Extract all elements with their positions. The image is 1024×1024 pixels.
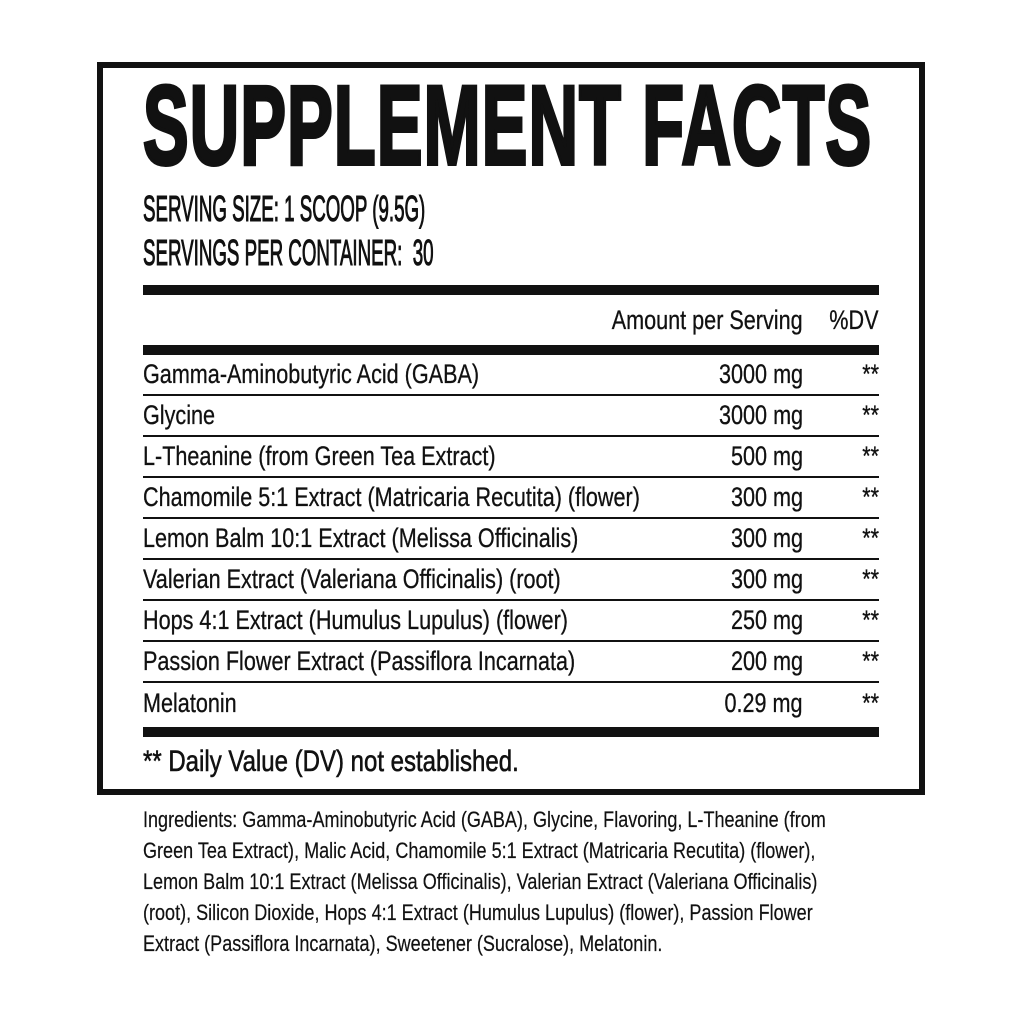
ingredient-name: Passion Flower Extract (Passiflora Incarnata): [143, 646, 576, 676]
supplement-facts-panel: [97, 62, 925, 795]
ingredient-dv: **: [862, 605, 879, 635]
ingredient-amount: 200 mg: [730, 646, 803, 676]
table-row: [143, 683, 879, 724]
ingredient-dv: **: [862, 523, 879, 553]
divider-thick-bottom: [143, 727, 879, 737]
ingredient-amount: 0.29 mg: [724, 688, 803, 718]
dv-footnote-text: ** Daily Value (DV) not established.: [143, 745, 519, 778]
ingredients-line: Ingredients: Gamma-Aminobutyric Acid (GABA), Glycine, Flavoring, L-Theanine (from: [143, 807, 826, 832]
ingredient-amount: 3000 mg: [718, 400, 803, 430]
ingredients-line: Lemon Balm 10:1 Extract (Melissa Officinalis), Valerian Extract (Valeriana Officinalis): [143, 869, 818, 894]
ingredients-line: (root), Silicon Dioxide, Hops 4:1 Extract (Humulus Lupulus) (flower), Passion Flower: [143, 900, 813, 925]
panel-title: [143, 63, 879, 188]
ingredient-amount: 500 mg: [730, 441, 803, 471]
ingredients-line: Extract (Passiflora Incarnata), Sweetener (Sucralose), Melatonin.: [143, 931, 663, 956]
amount-header-cell: [583, 301, 803, 340]
serving-size: [143, 188, 879, 229]
ingredient-name: L-Theanine (from Green Tea Extract): [143, 441, 496, 471]
ingredient-dv: **: [862, 482, 879, 512]
table-row: [143, 601, 879, 642]
ingredient-table: [143, 355, 879, 724]
ingredient-amount: 300 mg: [730, 523, 803, 553]
ingredient-dv: **: [862, 400, 879, 430]
ingredient-name: Melatonin: [143, 688, 237, 718]
servings-per-container: [143, 232, 879, 273]
ingredient-dv: **: [862, 564, 879, 594]
ingredient-name: Valerian Extract (Valeriana Officinalis) (root): [143, 564, 561, 594]
table-header-row: [143, 295, 879, 345]
serving-size-text: SERVING SIZE: 1 SCOOP (9.5G): [143, 188, 426, 229]
ingredient-amount: 300 mg: [730, 564, 803, 594]
ingredient-dv: **: [862, 646, 879, 676]
dv-header-cell: [803, 301, 879, 340]
table-row: [143, 437, 879, 478]
table-row: [143, 396, 879, 437]
ingredient-name: Hops 4:1 Extract (Humulus Lupulus) (flower): [143, 605, 568, 635]
table-row: [143, 642, 879, 683]
servings-per-container-text: SERVINGS PER CONTAINER: 30: [143, 232, 434, 273]
ingredients-paragraph: [143, 804, 903, 959]
dv-header-label: %DV: [829, 304, 879, 335]
ingredient-dv: **: [862, 359, 879, 389]
table-row: [143, 478, 879, 519]
divider-thick-top: [143, 285, 879, 295]
ingredient-dv: **: [862, 441, 879, 471]
amount-header-label: Amount per Serving: [612, 304, 803, 335]
dv-footnote: [143, 745, 879, 779]
ingredient-amount: 250 mg: [730, 605, 803, 635]
ingredient-amount: 3000 mg: [718, 359, 803, 389]
ingredient-name: Gamma-Aminobutyric Acid (GABA): [143, 359, 480, 389]
table-row: [143, 355, 879, 396]
divider-thick-mid: [143, 345, 879, 355]
panel-title-text: SUPPLEMENT FACTS: [143, 63, 873, 188]
ingredients-line: Green Tea Extract), Malic Acid, Chamomile 5:1 Extract (Matricaria Recutita) (flower),: [143, 838, 816, 863]
table-row: [143, 519, 879, 560]
ingredient-name: Lemon Balm 10:1 Extract (Melissa Officinalis): [143, 523, 579, 553]
ingredient-name: Glycine: [143, 400, 216, 430]
ingredient-amount: 300 mg: [730, 482, 803, 512]
ingredient-name: Chamomile 5:1 Extract (Matricaria Recutita) (flower): [143, 482, 640, 512]
table-row: [143, 560, 879, 601]
ingredient-dv: **: [862, 688, 879, 718]
